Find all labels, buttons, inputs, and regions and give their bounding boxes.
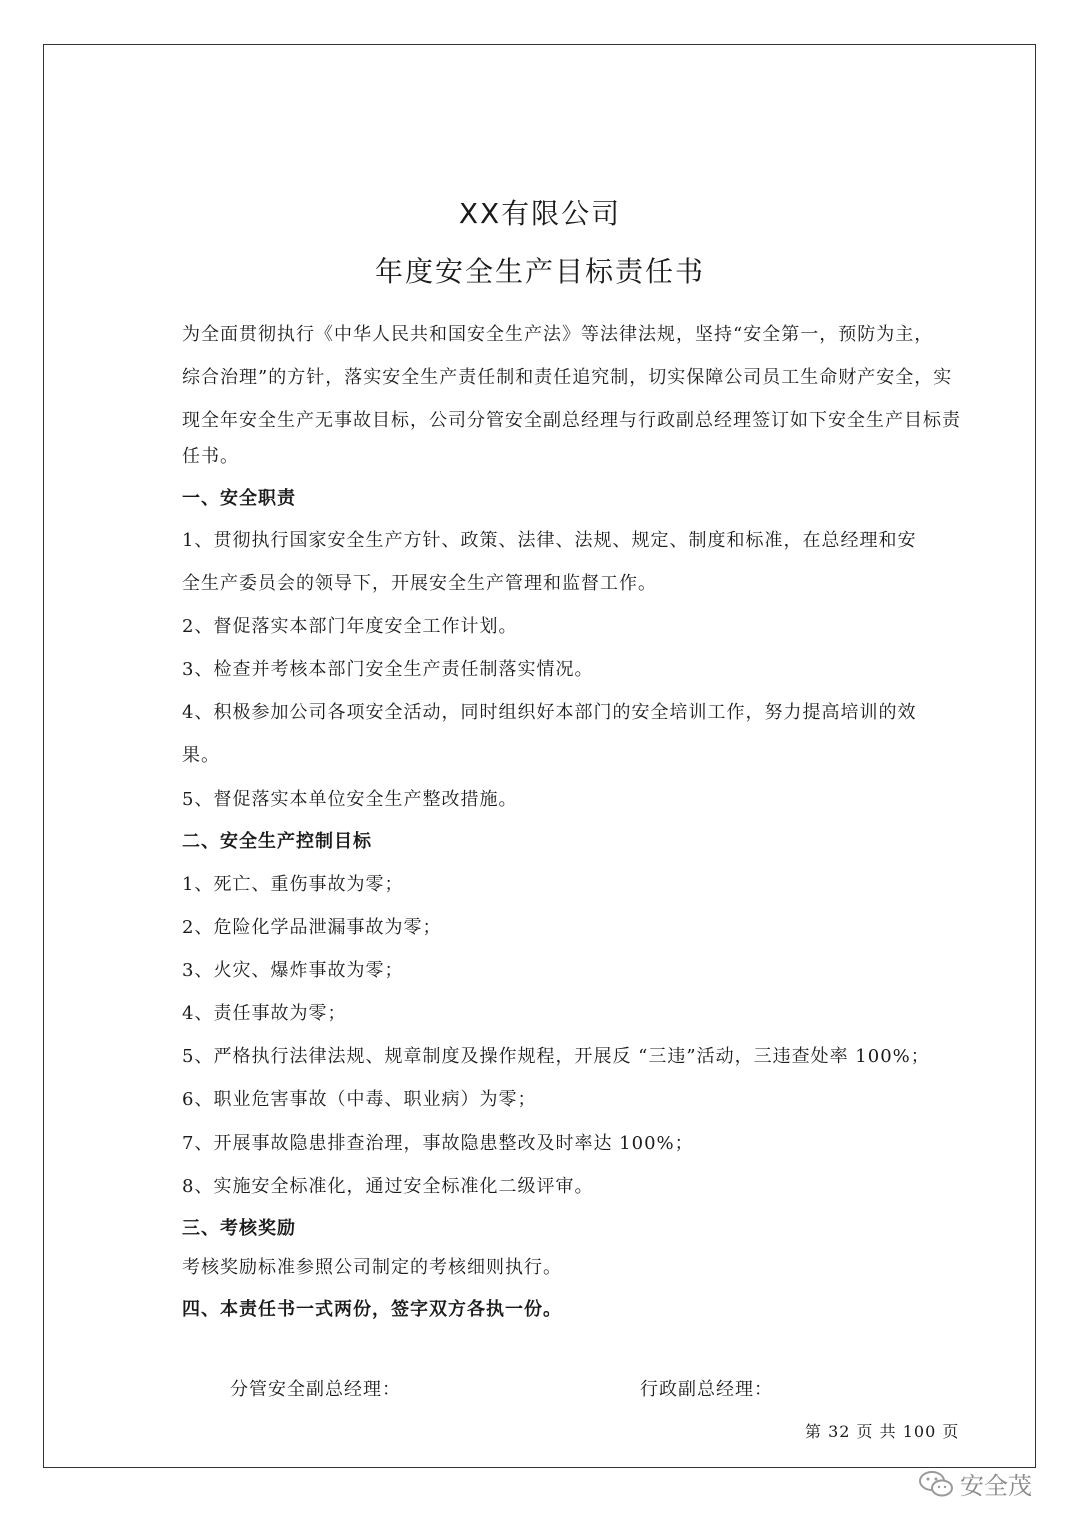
- watermark: [918, 1466, 1032, 1501]
- watermark-text: 安全茂: [960, 1472, 1032, 1500]
- section-heading-copies: 四、本责任书一式两份，签字双方各执一份。: [182, 1299, 562, 1320]
- intro-line: 现全年安全生产无事故目标，公司分管安全副总经理与行政副总经理签订如下安全生产目标责: [182, 410, 961, 431]
- duty-item: 4、积极参加公司各项安全活动，同时组织好本部门的安全培训工作，努力提高培训的效: [182, 702, 917, 723]
- duty-item: 2、督促落实本部门年度安全工作计划。: [182, 616, 518, 637]
- target-item: 7、开展事故隐患排查治理，事故隐患整改及时率达 100%；: [182, 1133, 694, 1154]
- title-company: XX有限公司: [458, 197, 622, 230]
- target-item: 4、责任事故为零；: [182, 1003, 347, 1024]
- intro-line: 综合治理”的方针，落实安全生产责任制和责任追究制，切实保障公司员工生命财产安全，实: [182, 367, 953, 388]
- target-item: 3、火灾、爆炸事故为零；: [182, 960, 404, 981]
- section-heading-targets: 二、安全生产控制目标: [182, 831, 372, 852]
- duty-item: 果。: [182, 745, 220, 766]
- intro-line: 为全面贯彻执行《中华人民共和国安全生产法》等法律法规，坚持“安全第一，预防为主，: [182, 324, 934, 345]
- wechat-icon: [918, 1470, 954, 1498]
- page-footer: 第 32 页 共 100 页: [805, 1422, 960, 1441]
- target-item: 2、危险化学品泄漏事故为零；: [182, 917, 442, 938]
- duty-item: 3、检查并考核本部门安全生产责任制落实情况。: [182, 659, 594, 680]
- target-item: 5、严格执行法律法规、规章制度及操作规程，开展反 “三违”活动，三违查处率 100%；: [182, 1046, 930, 1067]
- signature-right-label: 行政副总经理：: [640, 1379, 773, 1400]
- duty-item: 5、督促落实本单位安全生产整改措施。: [182, 789, 518, 810]
- target-item: 8、实施安全标准化，通过安全标准化二级评审。: [182, 1176, 594, 1197]
- title-document: 年度安全生产目标责任书: [374, 255, 705, 288]
- target-item: 1、死亡、重伤事故为零；: [182, 874, 404, 895]
- reward-text: 考核奖励标准参照公司制定的考核细则执行。: [182, 1257, 562, 1278]
- duty-item: 1、贯彻执行国家安全生产方针、政策、法律、法规、规定、制度和标准，在总经理和安: [182, 530, 917, 551]
- section-heading-duties: 一、安全职责: [182, 488, 296, 509]
- signature-left-label: 分管安全副总经理：: [230, 1379, 401, 1400]
- duty-item: 全生产委员会的领导下，开展安全生产管理和监督工作。: [182, 573, 657, 594]
- section-heading-reward: 三、考核奖励: [182, 1218, 296, 1239]
- intro-line: 任书。: [182, 446, 239, 467]
- target-item: 6、职业危害事故（中毒、职业病）为零；: [182, 1089, 537, 1110]
